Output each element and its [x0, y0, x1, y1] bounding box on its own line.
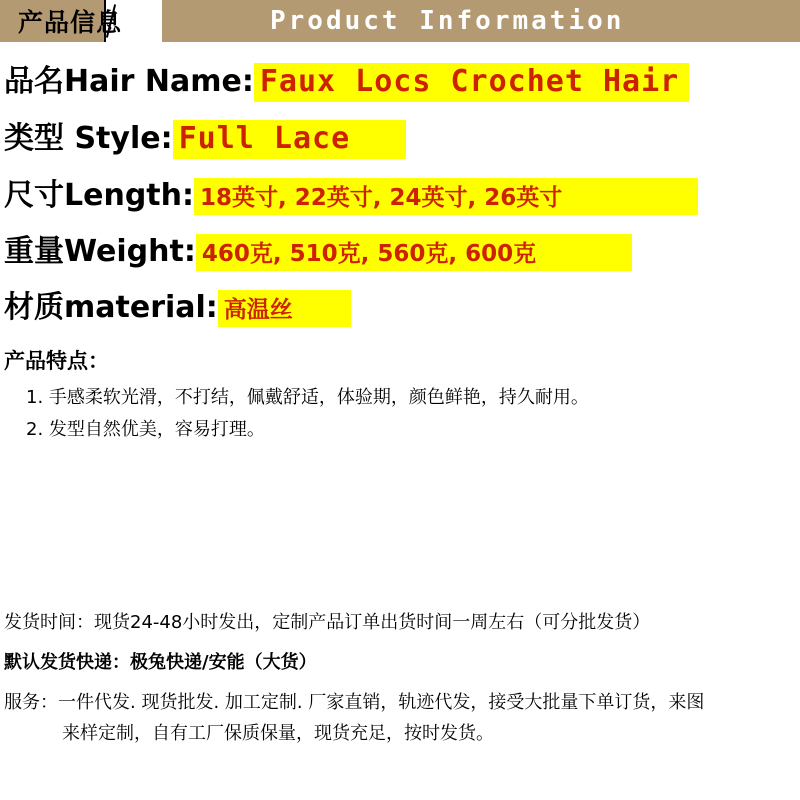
- header-band-right: [104, 0, 800, 42]
- spec-value-style: Full Lace: [178, 121, 351, 156]
- features-title: 产品特点：: [4, 349, 109, 373]
- spec-value-material: 高温丝: [223, 297, 293, 323]
- feature-item: 1. 手感柔软光滑，不打结，佩戴舒适，体验期，颜色鲜艳，持久耐用。: [26, 387, 589, 408]
- spec-label-weight: 重量Weight:: [4, 234, 196, 269]
- spec-value-highlight: [173, 120, 407, 159]
- spec-row: [4, 282, 800, 327]
- service-line-1: 服务：一件代发. 现货批发. 加工定制. 厂家直销，轨迹代发，接受大批量下单订货，来图: [4, 692, 705, 713]
- header-title-cn: 产品信息: [18, 8, 123, 37]
- spec-value-highlight: [196, 234, 632, 271]
- default-courier-line: 默认发货快递：极兔快递/安能（大货）: [4, 652, 317, 673]
- spec-label-name: 品名Hair Name:: [4, 64, 254, 99]
- spec-label-length: 尺寸Length:: [4, 178, 194, 213]
- spec-row: [4, 56, 800, 102]
- page-header: [0, 0, 800, 42]
- spec-label-style: 类型 Style:: [4, 121, 173, 156]
- service-block: [4, 688, 796, 749]
- service-line-2: 来样定制，自有工厂保质保量，现货充足，按时发货。: [62, 722, 494, 744]
- spec-row: [4, 226, 800, 271]
- spec-list: [0, 42, 800, 327]
- spec-row: [4, 170, 800, 215]
- features-section: [0, 345, 800, 441]
- spec-row: [4, 113, 800, 159]
- spec-value-length: 18英寸, 22英寸, 24英寸, 26英寸: [200, 185, 563, 211]
- spec-value-highlight: [254, 63, 689, 102]
- spec-value-highlight: [194, 178, 698, 215]
- feature-item: 2. 发型自然优美，容易打理。: [26, 419, 265, 440]
- spec-value-highlight: [218, 290, 351, 327]
- header-title-en: Product Information: [270, 6, 625, 36]
- shipping-time-line: 发货时间：现货24-48小时发出，定制产品订单出货时间一周左右（可分批发货）: [4, 612, 651, 633]
- spec-label-material: 材质material:: [4, 290, 218, 325]
- spec-value-name: Faux Locs Crochet Hair: [259, 64, 680, 99]
- footer-section: [4, 608, 796, 749]
- spec-value-weight: 460克, 510克, 560克, 600克: [201, 241, 537, 267]
